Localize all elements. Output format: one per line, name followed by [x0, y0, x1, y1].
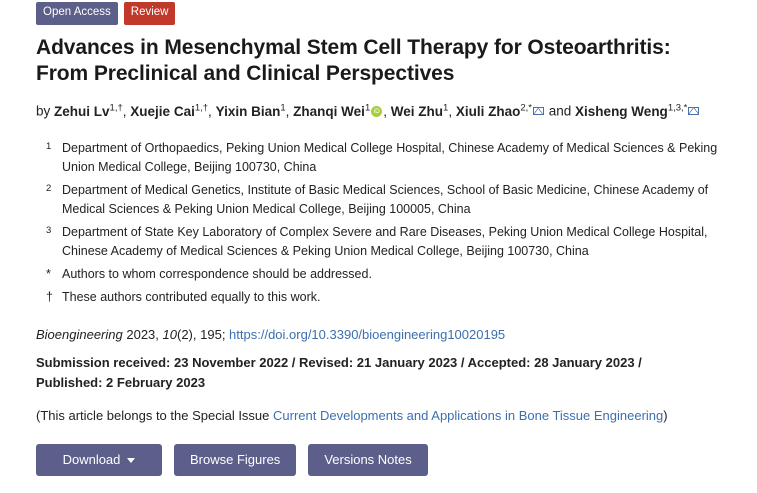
- author-entry: Yixin Bian$^1$,: [215, 102, 290, 119]
- author-name[interactable]: Wei Zhu: [390, 103, 444, 119]
- special-issue-suffix: ): [663, 408, 668, 424]
- badge-open-access[interactable]: Open Access: [36, 2, 118, 25]
- affiliation-item: [44, 181, 721, 219]
- author-affiliation-marker: 1: [443, 102, 449, 114]
- author-entry: Zehui $Lv^{1,\dagger}$,: [54, 102, 127, 119]
- journal-name: Bioengineering: [36, 326, 123, 342]
- citation-pages: 195: [200, 326, 222, 342]
- email-icon[interactable]: [533, 107, 544, 115]
- author-entry: Xuejie Cai$^{1,\dagger}$,: [130, 102, 212, 119]
- author-affiliation-marker: 1: [280, 102, 286, 114]
- badge-row: [36, 0, 721, 25]
- author-name[interactable]: Zhanqi Wei: [293, 103, 365, 119]
- versions-notes-button[interactable]: [308, 444, 427, 476]
- citation-volume: 10: [162, 326, 177, 342]
- affiliation-text: Department of Medical Genetics, Institute of Basic Medical Sciences, School of Basic Medicine, Chinese Academy of Medical Sciences & Peking Union Medical College, Beijing 100005, China: [62, 182, 709, 216]
- email-icon[interactable]: [688, 107, 699, 115]
- author-affiliation-marker: 1: [364, 102, 371, 114]
- citation-year: 2023: [126, 326, 156, 342]
- affiliation-text: Department of Orthopaedics, Peking Union Medical College Hospital, Chinese Academy of Medical Sciences & Peking Union Medical College, Beijing 100730, China: [62, 140, 718, 174]
- affiliation-item: [44, 288, 721, 307]
- affiliation-marker: 2: [46, 182, 52, 194]
- orcid-icon[interactable]: [371, 106, 382, 117]
- doi-link[interactable]: https://doi.org/10.3390/bioengineering10020195: [229, 326, 506, 342]
- special-issue-prefix: (This article belongs to the Special Issue: [36, 408, 274, 424]
- author-name[interactable]: Yixin Bian: [215, 103, 281, 119]
- versions-notes-button-label: Versions Notes: [324, 451, 412, 467]
- affiliation-text: Department of State Key Laboratory of Complex Severe and Rare Diseases, Peking Union Medical College Hospital, Chinese Academy of Medical Sciences & Peking Union Medical College, Beijing 100730, China: [62, 224, 708, 258]
- author-entry: Zhanqi Wei$^1$ iD ,: [293, 104, 387, 119]
- badge-review[interactable]: Review: [124, 2, 176, 25]
- author-entry: Wei Zhu$^1$,: [390, 102, 453, 119]
- author-entry: [456, 104, 545, 119]
- special-issue-link[interactable]: Current Developments and Applications in Bone Tissue Engineering: [273, 408, 664, 424]
- author-affiliation-marker: 1,3,*: [667, 102, 688, 114]
- affiliation-marker: 1: [46, 140, 52, 152]
- author-affiliation-marker: 1,†: [194, 102, 209, 114]
- browse-figures-button-label: Browse Figures: [190, 451, 281, 467]
- affiliation-marker: 3: [46, 224, 52, 236]
- action-button-row: [36, 444, 721, 476]
- affiliation-marker: *: [46, 266, 51, 281]
- author-list: [36, 100, 721, 122]
- author-entry: [575, 104, 700, 119]
- author-list-conjunction: and: [548, 103, 572, 119]
- publication-dates: Submission received: 23 November 2022 / Revised: 21 January 2023 / Accepted: 28 January 2023 / Published: 2 February 2023: [36, 355, 642, 390]
- affiliation-text: Authors to whom correspondence should be addressed.: [62, 266, 372, 281]
- download-button-label: Download: [62, 451, 121, 467]
- affiliation-text: These authors contributed equally to this work.: [62, 289, 321, 304]
- author-name[interactable]: Xisheng Weng: [575, 103, 668, 119]
- special-issue-note: [36, 406, 721, 426]
- browse-figures-button[interactable]: [174, 444, 296, 476]
- author-affiliation-marker: 2,*: [520, 102, 532, 114]
- author-affiliation-marker: 1,†: [109, 102, 123, 114]
- citation-line: Bioengineering 2023, 10(2), 195; https://doi.org/10.3390/bioengineering10020195: [36, 326, 506, 342]
- affiliation-item: [44, 265, 721, 284]
- affiliation-list: [44, 139, 721, 307]
- page-title: Advances in Mesenchymal Stem Cell Therapy for Osteoarthritis: From Preclinical and Clinical Perspectives: [36, 35, 671, 86]
- author-name[interactable]: Xiuli Zhao: [455, 103, 521, 119]
- download-button[interactable]: [36, 444, 162, 476]
- author-name[interactable]: Xuejie Cai: [130, 103, 195, 119]
- author-name[interactable]: Zehui Lv: [54, 103, 110, 119]
- affiliation-marker: †: [46, 289, 53, 304]
- affiliation-item: [44, 139, 721, 177]
- chevron-down-icon: [127, 458, 135, 463]
- affiliation-item: [44, 223, 721, 261]
- author-byline-prefix: by: [36, 103, 51, 119]
- citation-issue: (2): [176, 326, 193, 342]
